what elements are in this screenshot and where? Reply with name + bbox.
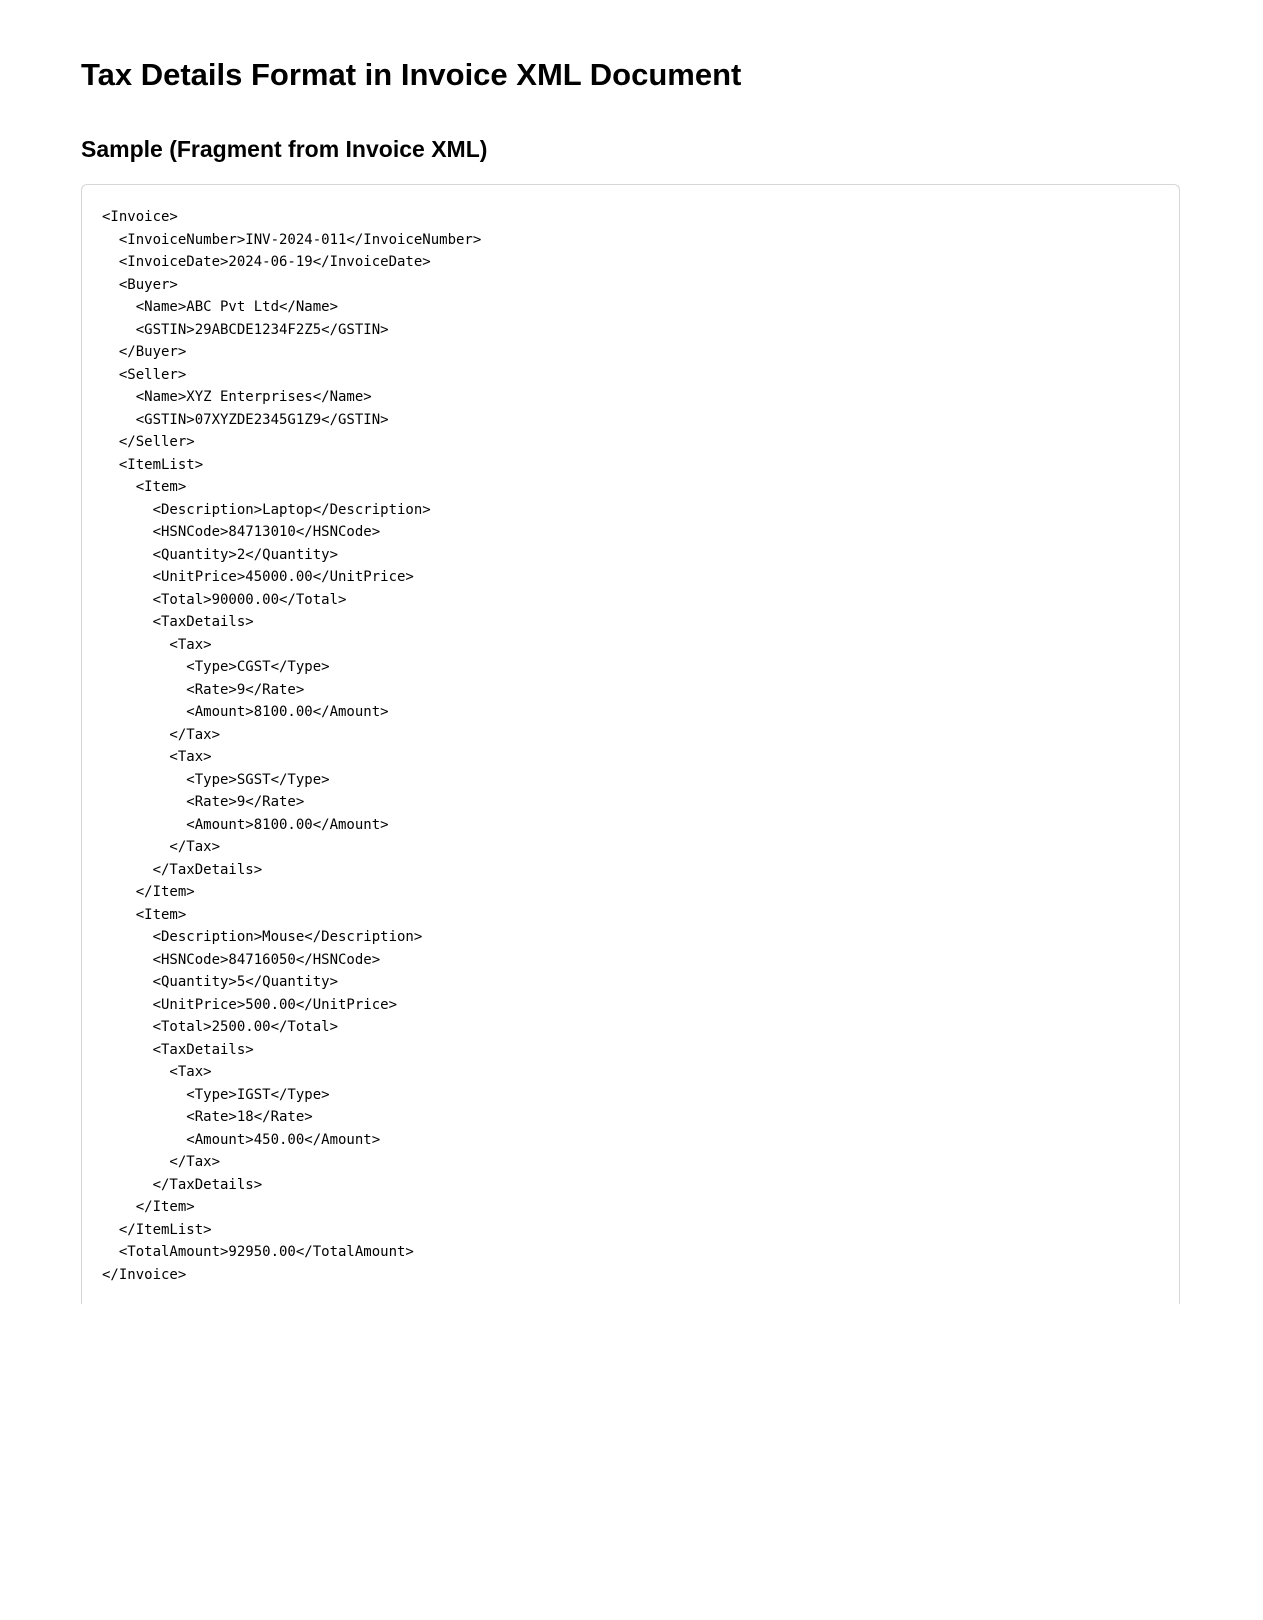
code-line: </ItemList>	[102, 1221, 212, 1238]
code-line: <Item>	[102, 906, 187, 923]
code-line: <Quantity>2</Quantity>	[102, 546, 339, 563]
code-line: <Amount>8100.00</Amount>	[102, 816, 389, 833]
code-line: <HSNCode>84716050</HSNCode>	[102, 951, 381, 968]
xml-code-block	[81, 184, 1180, 1304]
code-line: </TaxDetails>	[102, 861, 263, 878]
code-line: <UnitPrice>500.00</UnitPrice>	[102, 996, 398, 1013]
code-line: <TotalAmount>92950.00</TotalAmount>	[102, 1244, 414, 1260]
code-line: </Seller>	[102, 434, 195, 450]
code-line: <Type>IGST</Type>	[102, 1086, 330, 1103]
code-line: <Amount>8100.00</Amount>	[102, 704, 389, 720]
code-line: <Seller>	[102, 366, 187, 383]
code-line: <TaxDetails>	[102, 1041, 254, 1058]
code-line: </Buyer>	[102, 344, 187, 360]
code-line: <InvoiceDate>2024-06-19</InvoiceDate>	[102, 254, 431, 270]
code-line: <Description>Mouse</Description>	[102, 929, 423, 945]
code-line: <UnitPrice>45000.00</UnitPrice>	[102, 569, 414, 585]
code-line: <Name>XYZ Enterprises</Name>	[102, 389, 372, 405]
code-line: <Quantity>5</Quantity>	[102, 974, 339, 990]
code-line: <InvoiceNumber>INV-2024-011</InvoiceNumber>	[102, 231, 482, 248]
code-line: <Invoice>	[102, 209, 178, 225]
code-line: </Tax>	[102, 839, 221, 855]
code-line: <Type>CGST</Type>	[102, 659, 330, 675]
code-line: </Item>	[102, 884, 195, 900]
code-line: <HSNCode>84713010</HSNCode>	[102, 524, 381, 540]
code-line: </TaxDetails>	[102, 1176, 263, 1193]
code-line: <Rate>18</Rate>	[102, 1109, 313, 1125]
code-line: </Tax>	[102, 726, 221, 743]
code-line: <GSTIN>29ABCDE1234F2Z5</GSTIN>	[102, 321, 389, 338]
code-line: <Rate>9</Rate>	[102, 794, 305, 810]
code-line: <Rate>9</Rate>	[102, 681, 305, 698]
code-line: <Tax>	[102, 636, 212, 653]
code-line: <Total>90000.00</Total>	[102, 591, 347, 608]
code-line: <Tax>	[102, 1064, 212, 1080]
code-line: <Name>ABC Pvt Ltd</Name>	[102, 299, 339, 315]
code-line: <Buyer>	[102, 276, 178, 293]
code-line: <Item>	[102, 479, 187, 495]
code-lines	[102, 206, 481, 1286]
code-line: <Type>SGST</Type>	[102, 771, 330, 788]
code-line: <GSTIN>07XYZDE2345G1Z9</GSTIN>	[102, 411, 389, 428]
code-line: </Tax>	[102, 1154, 221, 1170]
code-line: <TaxDetails>	[102, 614, 254, 630]
code-line: <Tax>	[102, 749, 212, 765]
code-line: </Item>	[102, 1199, 195, 1215]
code-line: <ItemList>	[102, 456, 204, 473]
section-heading: Sample (Fragment from Invoice XML)	[81, 136, 488, 162]
code-line: <Total>2500.00</Total>	[102, 1019, 339, 1035]
code-line: <Description>Laptop</Description>	[102, 501, 431, 518]
page-title: Tax Details Format in Invoice XML Document	[81, 57, 742, 92]
code-line: </Invoice>	[102, 1266, 187, 1283]
code-line: <Amount>450.00</Amount>	[102, 1131, 381, 1148]
